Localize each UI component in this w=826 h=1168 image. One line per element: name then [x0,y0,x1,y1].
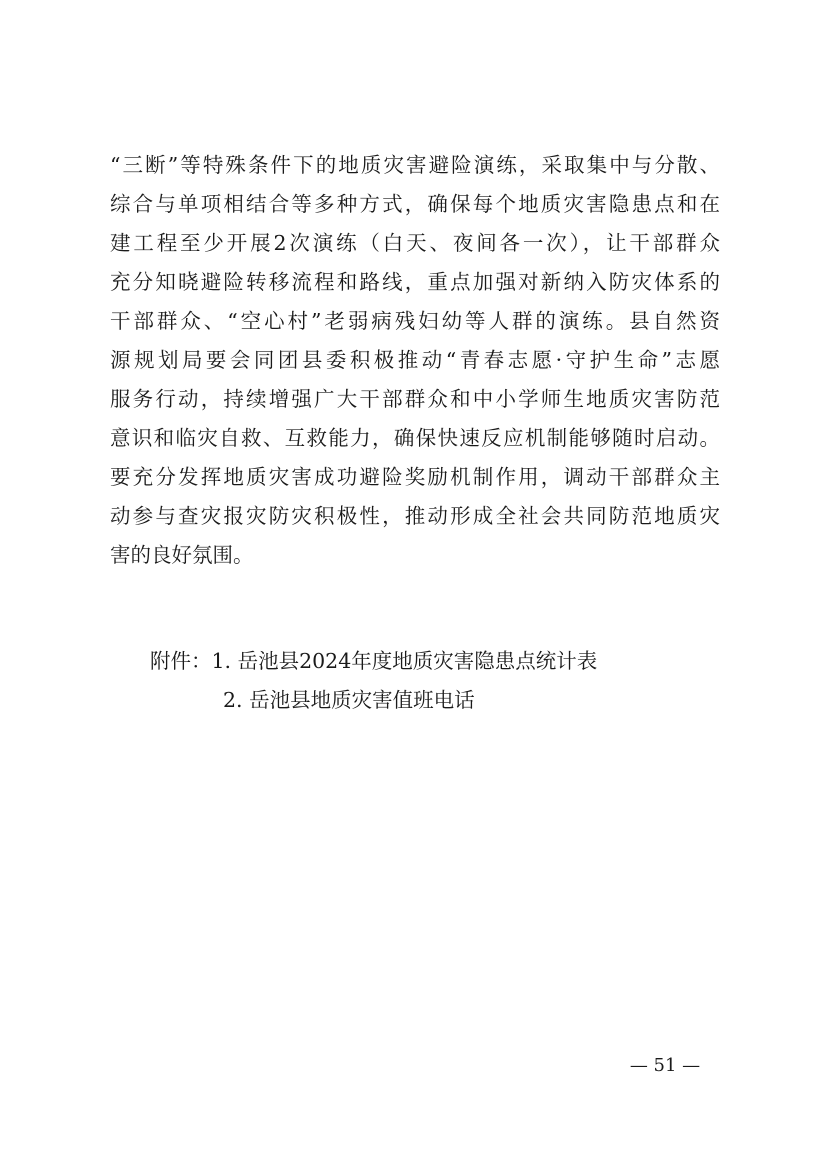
body-paragraph [110,146,720,575]
paragraph-line: 源规划局要会同团县委积极推动“青春志愿·守护生命”志愿 [110,348,720,372]
attachments-list [150,642,710,720]
paragraph-line: 害的良好氛围。 [110,543,254,567]
paragraph-line: 建工程至少开展2次演练（白天、夜间各一次），让干部群众 [110,231,720,255]
paragraph-line: “三断”等特殊条件下的地质灾害避险演练，采取集中与分散、 [110,153,720,177]
paragraph-line: 充分知晓避险转移流程和路线，重点加强对新纳入防灾体系的 [110,270,720,294]
paragraph-line: 综合与单项相结合等多种方式，确保每个地质灾害隐患点和在 [110,192,720,216]
paragraph-line: 意识和临灾自救、互救能力，确保快速反应机制能够随时启动。 [110,426,720,450]
paragraph-line: 要充分发挥地质灾害成功避险奖励机制作用，调动干部群众主 [110,465,720,489]
page-number: — 51 — [629,1055,701,1076]
attachment-item-1: 附件：1. 岳池县2024年度地质灾害隐患点统计表 [150,649,598,673]
paragraph-line: 动参与查灾报灾防灾积极性，推动形成全社会共同防范地质灾 [110,504,720,528]
attachment-item-2: 2. 岳池县地质灾害值班电话 [223,688,475,712]
paragraph-line: 干部群众、“空心村”老弱病残妇幼等人群的演练。县自然资 [110,309,720,333]
paragraph-line: 服务行动，持续增强广大干部群众和中小学师生地质灾害防范 [110,387,720,411]
